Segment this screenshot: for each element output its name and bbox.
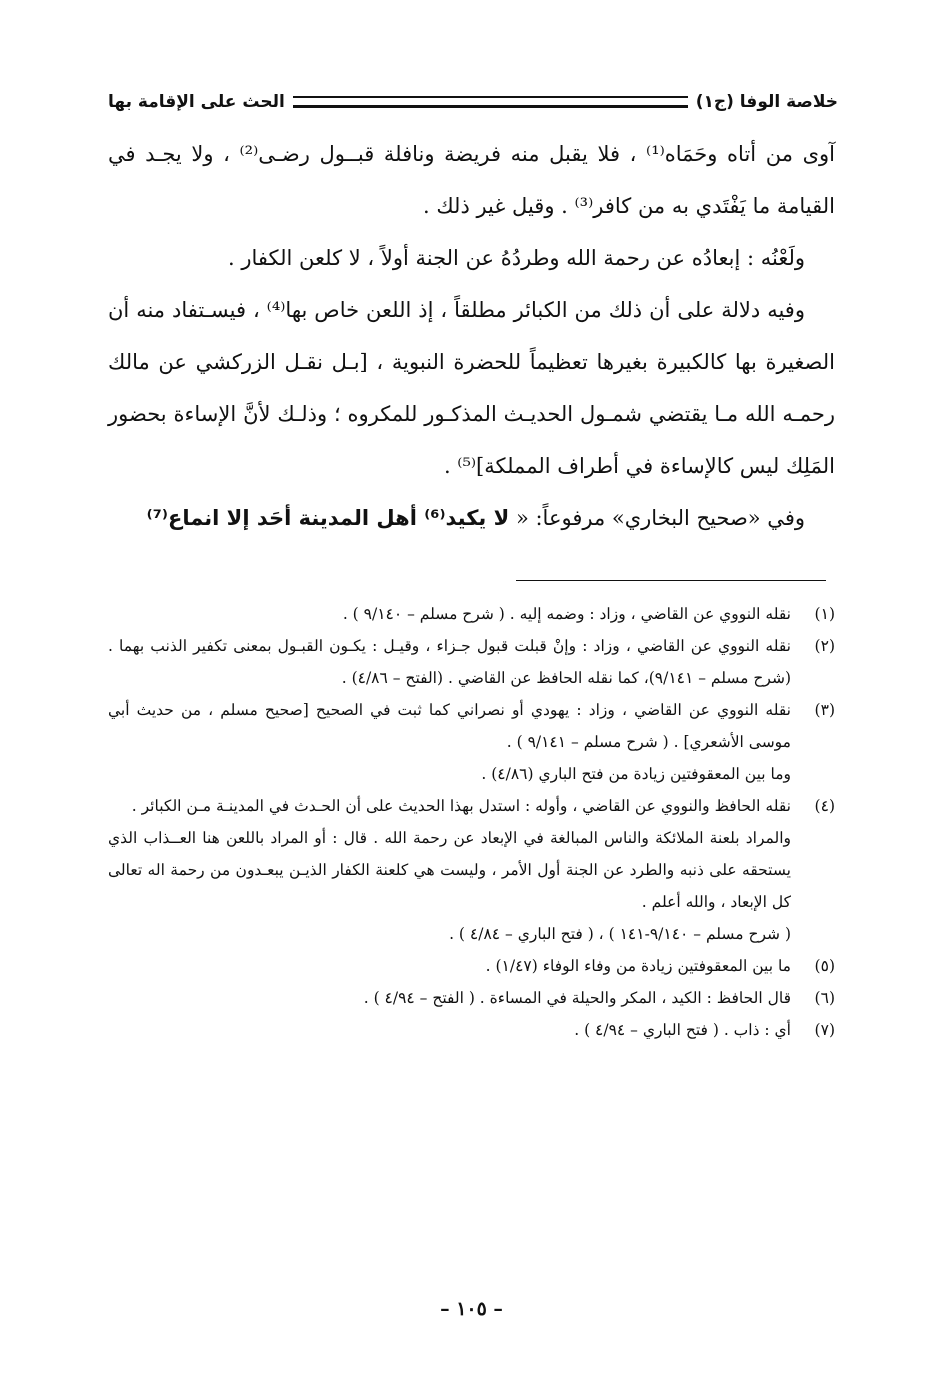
header-book-title: خلاصة الوفا (ج١) (695, 92, 838, 112)
main-text (108, 128, 835, 544)
paragraph-4 (108, 492, 835, 544)
footnote-text: نقله النووي عن القاضي ، وزاد : يهودي أو نصراني كما ثبت في الصحيح [صحيح مسلم ، من حديث أبي موسى الأشعري] . ( شرح مسلم – ٩/١٤١ ) . (108, 701, 791, 751)
page-number: – ١٠٥ – (440, 1298, 503, 1320)
footnote-number: (٢) (814, 637, 835, 655)
footnote-text: أي : ذاب . ( فتح الباري – ٤/٩٤ ) . (574, 1021, 791, 1039)
footnote-3 (108, 694, 835, 790)
footnote-number: (٤) (814, 797, 835, 815)
footnote-text: ( شرح مسلم – ٩/١٤٠-١٤١ ) ، ( فتح الباري – ٤/٨٤ ) . (449, 925, 791, 943)
paragraph-2: ولَعْنُه : إبعادُه عن رحمة الله وطردُهُ عن الجنة أولاً ، لا كلعن الكفار . (228, 246, 805, 270)
footnote-5 (108, 950, 835, 982)
hadith-quote: لا يكيد⁽⁶⁾ أهل المدينة أحَد إلا انماع⁽⁷⁾ (146, 506, 510, 530)
footnote-text: والمراد بلعنة الملائكة والناس المبالغة في الإبعاد عن رحمة الله . قال : أو المراد باللعن هنا العــذاب الذي يستحقه على ذنبه والطرد عن الجنة أول الأمر ، وليست هي كلعنة الكفار الذيـن يبعـدون من رحمة اله تعالى كل الإبعاد ، والله أعلم . (108, 829, 791, 911)
footnote-text: قال الحافظ : الكيد ، المكر والحيلة في المساءة . ( الفتح – ٤/٩٤ ) . (363, 989, 791, 1007)
footnote-7 (108, 1014, 835, 1046)
header-rule (293, 96, 688, 108)
paragraph-3: وفيه دلالة على أن ذلك من الكبائر مطلقاً ، إذ اللعن خاص بها⁽⁴⁾ ، فيسـتفاد منه أن الصغيرة بها كالكبيرة بغيرها تعظيماً للحضرة النبوية ، [بـل نقـل الزركشي عن مالك رحمـه الله مـا يقتضي شمـول الحديـث المذكـور للمكروه ؛ وذلـك لأنَّ الإساءة بحضور المَلِك ليس كالإساءة في أطراف المملكة]⁽⁵⁾ . (108, 298, 835, 478)
footnote-text: نقله النووي عن القاضي ، وزاد : وضمه إليه . ( شرح مسلم – ٩/١٤٠ ) . (342, 605, 791, 623)
footnote-number: (٣) (814, 701, 835, 719)
footnote-text: نقله الحافظ والنووي عن القاضي ، وأوله : استدل بهذا الحديث على أن الحـدث في المدينـة مـن الكبائر . (131, 797, 791, 815)
footnote-number: (٥) (814, 957, 835, 975)
paragraph-1: آوى من أتاه وحَمَاه⁽¹⁾ ، فلا يقبل منه فريضة ونافلة قبــول رضـى⁽²⁾ ، ولا يجـد في القيامة ما يَفْتَدي به من كافر⁽³⁾ . وقيل غير ذلك . (108, 142, 836, 218)
paragraph-4-intro: وفي «صحيح البخاري» مرفوعاً: « (509, 506, 805, 530)
footnote-text: ما بين المعقوفتين زيادة من وفاء الوفاء (١/٤٧) . (485, 957, 791, 975)
running-header (108, 88, 838, 116)
footnote-2 (108, 630, 835, 694)
footnote-number: (٦) (814, 989, 835, 1007)
header-section-title: الحث على الإقامة بها (108, 92, 285, 112)
footnote-6 (108, 982, 835, 1014)
footnote-separator (516, 580, 826, 581)
footnote-1 (108, 598, 835, 630)
footnotes (108, 598, 835, 1046)
footnote-number: (١) (814, 605, 835, 623)
footnote-text: وما بين المعقوفتين زيادة من فتح الباري (٤/٨٦) . (481, 765, 791, 783)
footnote-text: نقله النووي عن القاضي ، وزاد : وإنْ قبلت قبول جـزاء ، وقيـل : يكـون القبـول بمعنى تكفير الذنب بهما . (شرح مسلم – ٩/١٤١)، كما نقله الحافظ عن القاضي . (الفتح – ٤/٨٦) . (108, 637, 791, 687)
footnote-number: (٧) (814, 1021, 835, 1039)
footnote-4 (108, 790, 835, 950)
